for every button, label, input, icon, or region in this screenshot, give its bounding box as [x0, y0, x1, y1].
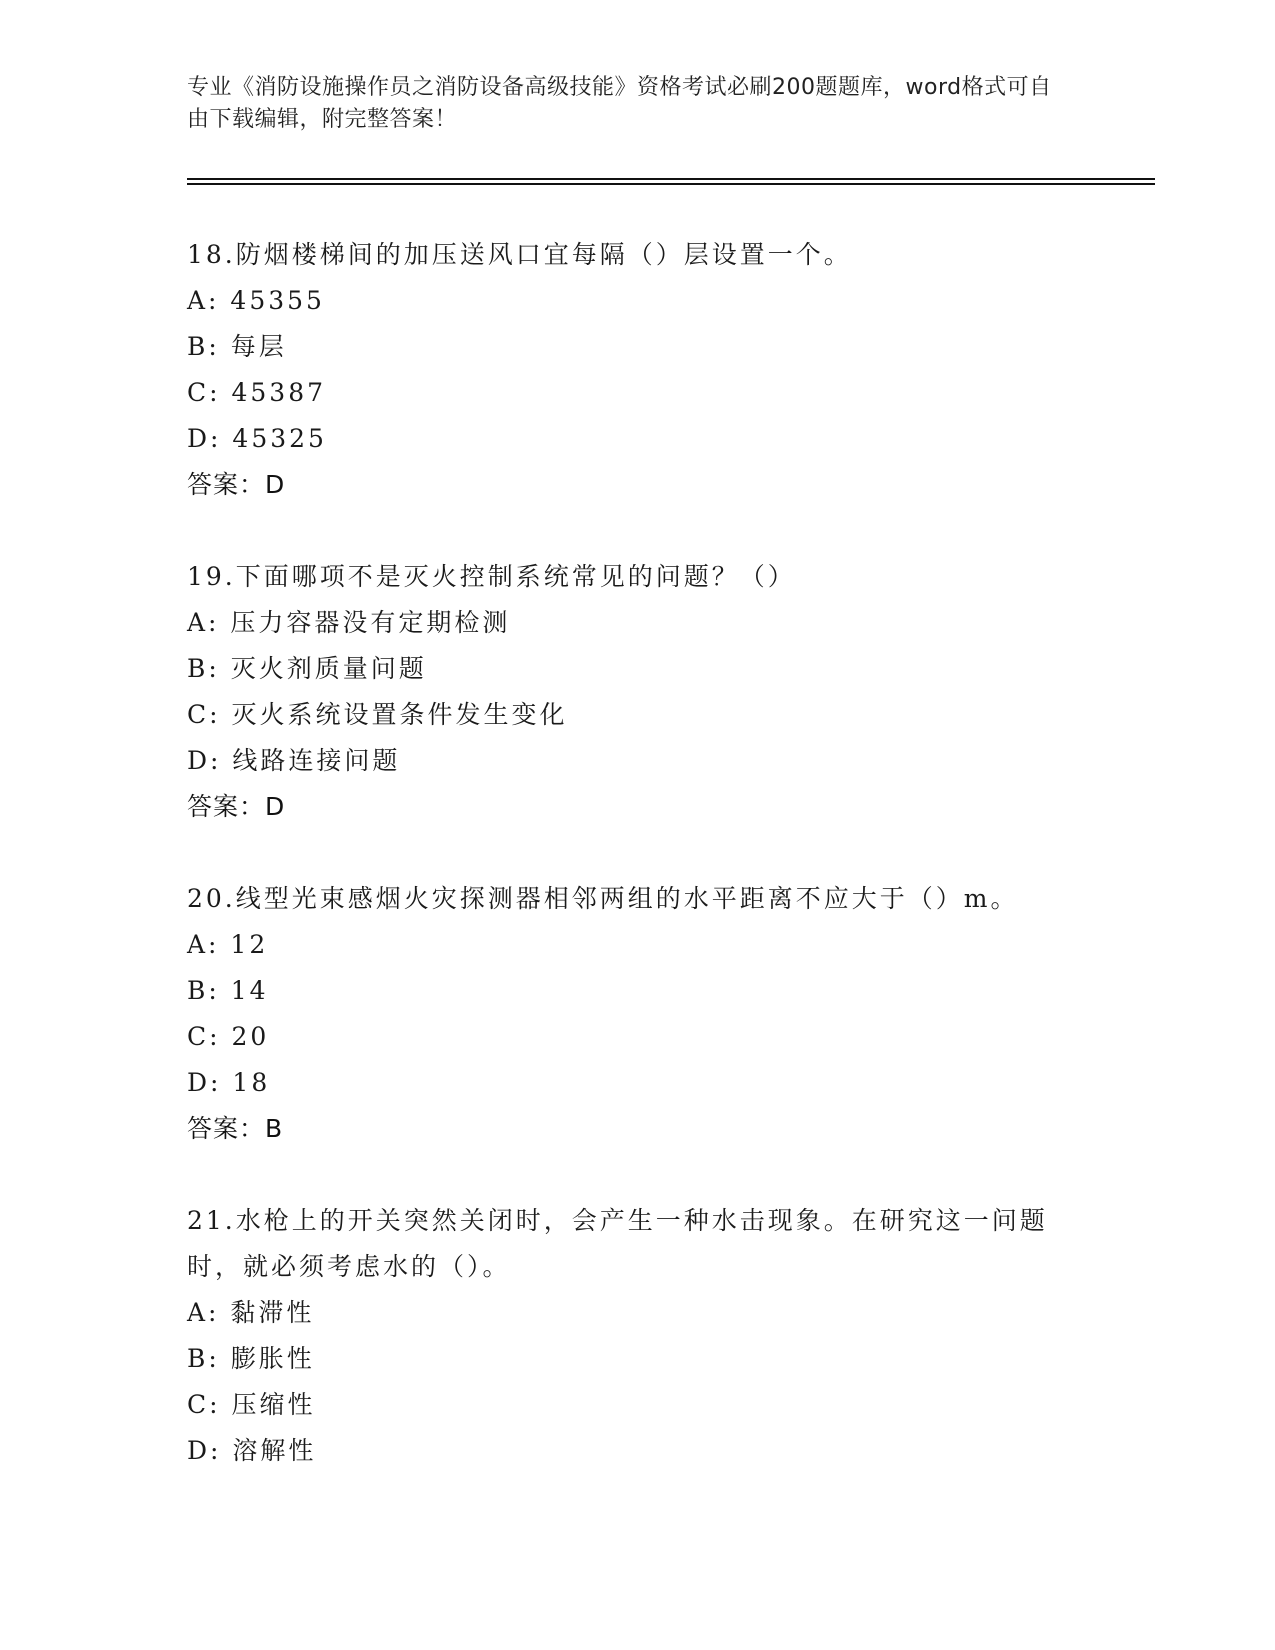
- document-header: 专业《消防设施操作员之消防设备高级技能》资格考试必刷200题题库，word格式可自由下载编辑，附完整答案！: [187, 75, 1052, 132]
- header-rule-top: [187, 178, 1155, 180]
- option-b: B: 膨胀性: [187, 1344, 315, 1373]
- option-d: D: 18: [187, 1068, 271, 1097]
- question-20: [187, 876, 1087, 1152]
- question-stem: 18.防烟楼梯间的加压送风口宜每隔（）层设置一个。: [187, 240, 852, 269]
- question-stem: 19.下面哪项不是灭火控制系统常见的问题？（）: [187, 562, 796, 591]
- option-c: C: 20: [187, 1022, 270, 1051]
- answer: 答案：D: [187, 470, 286, 499]
- option-b: B: 每层: [187, 332, 287, 361]
- question-stem: 20.线型光束感烟火灾探测器相邻两组的水平距离不应大于（）m。: [187, 884, 1019, 913]
- option-d: D: 45325: [187, 424, 327, 453]
- option-b: B: 14: [187, 976, 269, 1005]
- option-a: A: 压力容器没有定期检测: [187, 608, 511, 637]
- option-b: B: 灭火剂质量问题: [187, 654, 427, 683]
- question-stem: 21.水枪上的开关突然关闭时，会产生一种水击现象。在研究这一问题时，就必须考虑水的（）。: [187, 1206, 1048, 1281]
- option-c: C: 压缩性: [187, 1390, 316, 1419]
- answer: 答案：D: [187, 792, 286, 821]
- option-c: C: 灭火系统设置条件发生变化: [187, 700, 568, 729]
- option-a: A: 黏滞性: [187, 1298, 315, 1327]
- option-d: D: 线路连接问题: [187, 746, 401, 775]
- option-c: C: 45387: [187, 378, 327, 407]
- answer: 答案：B: [187, 1114, 284, 1143]
- option-d: D: 溶解性: [187, 1436, 317, 1465]
- header-rule-bottom: [187, 183, 1155, 185]
- question-list: [187, 232, 1087, 1520]
- option-a: A: 45355: [187, 286, 325, 315]
- option-a: A: 12: [187, 930, 269, 959]
- question-18: [187, 232, 1087, 508]
- question-21: [187, 1198, 1087, 1474]
- question-19: [187, 554, 1087, 830]
